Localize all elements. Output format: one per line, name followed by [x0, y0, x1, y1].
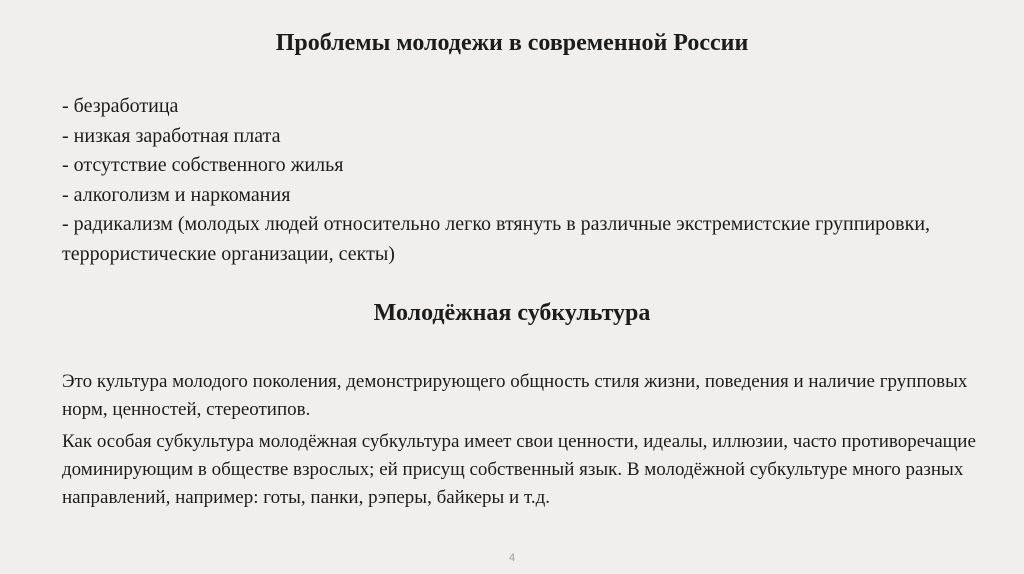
problem-item-addiction: - алкоголизм и наркомания	[62, 183, 291, 206]
problem-item-low-wages: - низкая заработная плата	[62, 124, 281, 147]
description-paragraph: Как особая субкультура молодёжная субкультура имеет свои ценности, идеалы, иллюзии, часто противоречащие доминирующим в обществе взрослых; ей присущ собственный язык. В молодёжной субкультуре много разных направлений, например: готы, панки, рэперы, байкеры и т.д.	[62, 431, 976, 508]
slide-title: Проблемы молодежи в современной России	[275, 30, 749, 56]
page-number: 4	[508, 552, 516, 564]
problem-item-radicalism: - радикализм (молодых людей относительно легко втянуть в различные экстремистские группировки, террористические организации, секты)	[62, 213, 931, 265]
section-subtitle: Молодёжная субкультура	[373, 300, 651, 326]
problems-list	[62, 92, 962, 269]
definition-paragraph: Это культура молодого поколения, демонстрирующего общность стиля жизни, поведения и наличие групповых норм, ценностей, стереотипов.	[62, 371, 968, 420]
problem-item-housing: - отсутствие собственного жилья	[62, 154, 344, 176]
problem-item-unemployment: - безработица	[62, 95, 179, 117]
